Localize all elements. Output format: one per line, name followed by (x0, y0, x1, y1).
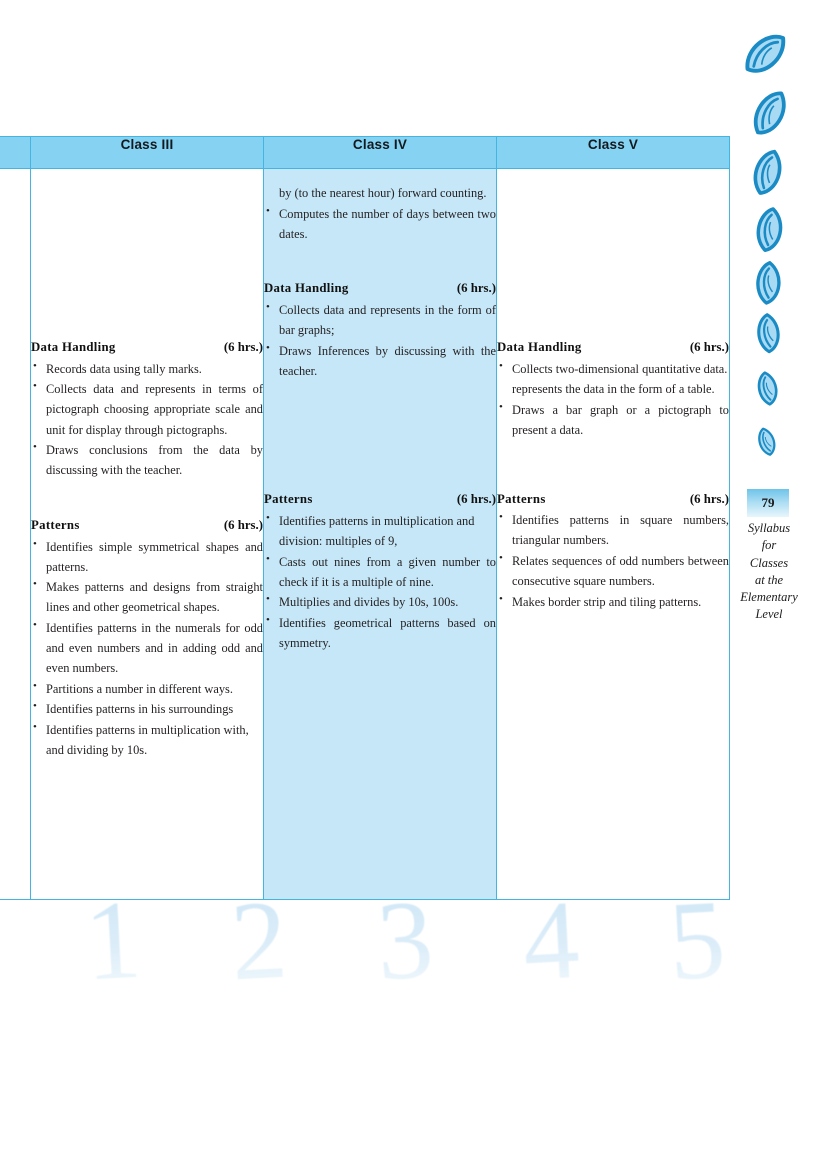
list-item: • Records data using tally marks. (31, 359, 263, 379)
table-header-class-iv: Class IV (264, 137, 497, 169)
class-iv-data-handling-points (264, 300, 496, 381)
list-item: • Identifies geometrical patterns based on symmetry. (264, 613, 496, 653)
caption-line: at the (754, 572, 784, 587)
leaf-icon (744, 86, 798, 144)
list-item: • Makes patterns and designs from straight lines and other geometrical shapes. (31, 577, 263, 617)
class-v-section-gap (497, 441, 729, 489)
table-header-class-iii: Class III (31, 137, 264, 169)
class-iv-gap-before-data-handling (264, 244, 496, 278)
decorative-numeral: 4 (519, 877, 583, 1005)
syllabus-comparison-table (0, 136, 730, 900)
leaf-icon (752, 424, 784, 460)
decorative-numeral: 3 (373, 877, 437, 1005)
list-item: • Identifies patterns in multiplication with, and dividing by 10s. (31, 720, 263, 760)
class-v-data-handling-points (497, 359, 729, 440)
leaf-icon (746, 204, 796, 258)
list-item: by (to the nearest hour) forward counting. (279, 186, 487, 200)
right-margin-strip (736, 0, 830, 1174)
class-v-topic-patterns: Patterns (6 hrs.) (497, 491, 729, 506)
list-item: represents the data in the form of a table. (512, 382, 715, 397)
page-number-badge: 79 (747, 489, 789, 517)
class-iv-patterns-points (264, 511, 496, 653)
list-item: • Casts out nines from a given number to check if it is a multiple of nine. (264, 552, 496, 592)
list-item: • Relates sequences of odd numbers between consecutive square numbers. (497, 551, 729, 591)
list-item: • Collects data and represents in terms of pictograph choosing appropriate scale and unit for display through pictographs. (31, 379, 263, 439)
list-item: • Identifies patterns in multiplication and division: multiples of 9, (264, 511, 496, 551)
list-item: • Makes border strip and tiling patterns. (497, 592, 729, 612)
class-iii-topic-data-handling: Data Handling (6 hrs.) (31, 340, 263, 354)
class-iv-top-spacer (264, 169, 496, 183)
class-v-top-spacer (497, 169, 729, 337)
decorative-numeral: 2 (227, 877, 291, 1005)
table-row (0, 169, 730, 900)
list-item: • Draws a bar graph or a pictograph to present a data. (497, 400, 729, 440)
leaf-icon (748, 310, 792, 358)
running-head-caption (736, 520, 802, 624)
class-iv-topic-data-handling: Data Handling (6 hrs.) (264, 281, 496, 296)
list-item: • Collects data and represents in the form of bar graphs; (264, 300, 496, 340)
decorative-numeral: 1 (81, 877, 145, 1005)
list-item: • Collects two-dimensional quantitative data. (497, 359, 729, 379)
list-item: • Partitions a number in different ways. (31, 679, 263, 699)
table-body (0, 169, 730, 900)
class-v-topic-data-handling: Data Handling (6 hrs.) (497, 340, 729, 354)
caption-line: Classes (749, 555, 789, 570)
class-v-patterns-points (497, 510, 729, 611)
leaf-icon (743, 146, 795, 202)
class-iv-section-gap (264, 381, 496, 489)
table-header-class-v: Class V (497, 137, 730, 169)
leaf-icon (746, 258, 794, 310)
caption-line: Level (755, 607, 783, 622)
cell-class-v (497, 169, 730, 900)
class-iv-topic-patterns: Patterns (6 hrs.) (264, 492, 496, 507)
table-header-row (0, 137, 730, 169)
list-item: • Identifies patterns in square numbers, triangular numbers. (497, 510, 729, 550)
cell-class-iv (264, 169, 497, 900)
leaf-icon (750, 368, 788, 410)
list-item: • Multiplies and divides by 10s, 100s. (264, 592, 496, 612)
class-iii-top-spacer (31, 169, 263, 337)
list-item: • Computes the number of days between two dates. (264, 204, 496, 244)
caption-line: Elementary (740, 590, 798, 604)
caption-line: Syllabus (747, 521, 791, 535)
caption-line: for (761, 538, 777, 553)
class-iii-patterns-points (31, 537, 263, 761)
list-item: • Draws conclusions from the data by discussing with the teacher. (31, 440, 263, 480)
table-header-cut-column (0, 137, 31, 169)
cell-class-iii (31, 169, 264, 900)
class-iii-data-handling-points (31, 359, 263, 481)
list-item: • Identifies patterns in his surroundings (31, 699, 263, 719)
list-item: • Identifies patterns in the numerals for odd and even numbers and in adding odd and even numbers. (31, 618, 263, 678)
class-iii-section-gap (31, 481, 263, 515)
list-item: • Draws Inferences by discussing with the teacher. (264, 341, 496, 381)
cut-column-cell (0, 169, 31, 900)
class-iv-continuation-points (264, 183, 496, 244)
leaf-icon (738, 26, 794, 86)
decorative-numerals-watermark (81, 877, 729, 1015)
class-iii-topic-patterns: Patterns (6 hrs.) (31, 517, 263, 532)
decorative-numeral: 5 (665, 877, 729, 1005)
list-item: • Identifies simple symmetrical shapes and patterns. (31, 537, 263, 577)
